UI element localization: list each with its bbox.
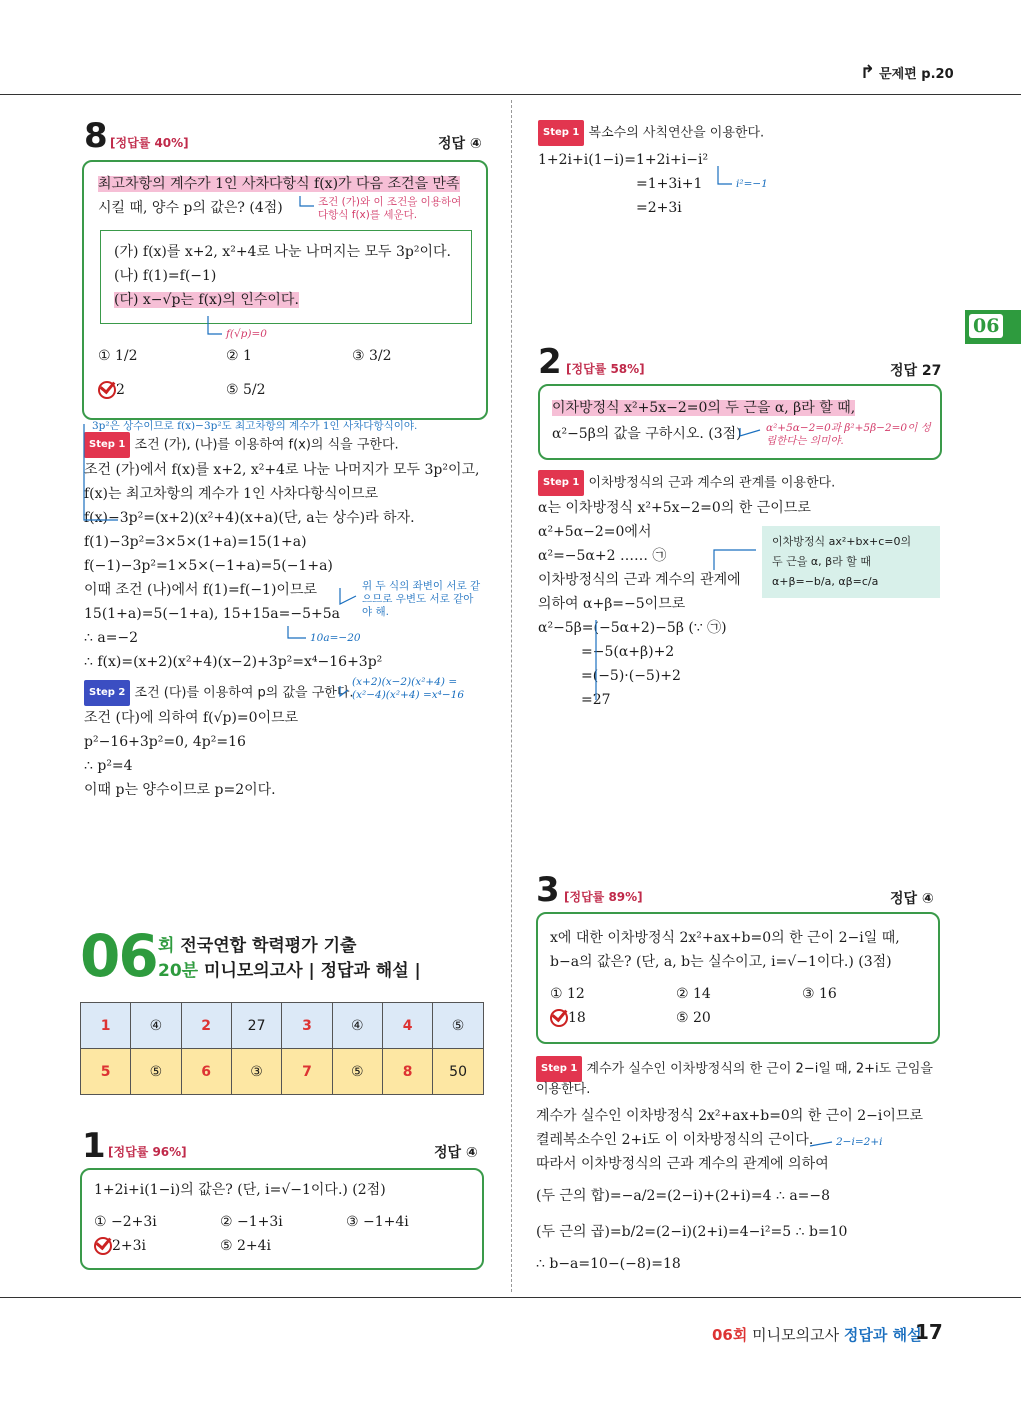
answer-key: 6 — [181, 1049, 231, 1095]
answer-value: ⑤ — [131, 1049, 181, 1095]
p8-s1-line5: f(−1)−3p²=1×5×(−1+a)=5(−1+a) — [84, 558, 333, 574]
p2-s1-line3: α²=−5α+2 …… ㉠ — [538, 548, 667, 564]
problem-3-rate: [정답률 89%] — [564, 890, 643, 904]
answer-value: ④ — [332, 1003, 382, 1049]
banner-line1: 회 전국연합 학력평가 기출 — [158, 936, 357, 956]
p1-choice-4-correct[interactable]: 2+3i — [94, 1234, 146, 1258]
p1-choice-5[interactable]: ⑤ 2+4i — [220, 1238, 272, 1254]
p3-choice-1[interactable]: ① 12 — [550, 986, 585, 1002]
problem-3-step1-cont: 이용한다. — [536, 1082, 591, 1097]
connector-line — [740, 428, 760, 436]
problem-2-step1: Step 1 이차방정식의 근과 계수의 관계를 이용한다. — [538, 470, 835, 496]
p8-s1-line1: 조건 (가)에서 f(x)를 x+2, x²+4로 나눈 나머지가 모두 3p²이고, — [84, 462, 480, 478]
choice-5[interactable]: ⑤ 5/2 — [226, 382, 266, 398]
p8-s2-line3: ∴ p²=4 — [84, 758, 133, 774]
problem-3-answer: 정답 ④ — [890, 891, 934, 907]
p3-choice-2[interactable]: ② 14 — [676, 986, 711, 1002]
answer-value: ⑤ — [433, 1003, 484, 1049]
footer-label: 06회 미니모의고사 정답과 해설 — [712, 1326, 922, 1344]
answer-key: 4 — [383, 1003, 433, 1049]
connector-line — [714, 550, 756, 570]
session-number: 06 — [80, 922, 157, 990]
problem-2-question-line2: α²−5β의 값을 구하시오. (3점) — [552, 426, 742, 442]
connector-line — [810, 1142, 832, 1146]
p1-choice-3[interactable]: ③ −1+4i — [346, 1214, 409, 1230]
p3-choice-5[interactable]: ⑤ 20 — [676, 1010, 711, 1026]
problem-1-rate: [정답률 96%] — [108, 1145, 187, 1159]
p8-s1-line6: 이때 조건 (나)에서 f(1)=f(−1)이므로 — [84, 582, 318, 598]
answer-value: 50 — [433, 1049, 484, 1095]
problem-2-question-note: α²+5α−2=0과 β²+5β−2=0이 성립한다는 의미야. — [766, 422, 931, 447]
answer-value: ⑤ — [332, 1049, 382, 1095]
p3-s1-line5: (두 근의 곱)=b/2=(2−i)(2+i)=4−i²=5 ∴ b=10 — [536, 1224, 848, 1240]
p2-s1-line5: 의하여 α+β=−5이므로 — [538, 596, 686, 612]
p8-s1-line7: 15(1+a)=5(−1+a), 15+15a=−5+5a — [84, 606, 340, 622]
p8-s1-line4: f(1)−3p²=3×5×(1+a)=15(1+a) — [84, 534, 307, 550]
p3-note: 2−i=2+i — [836, 1136, 883, 1148]
problem-1-question: 1+2i+i(1−i)의 값은? (단, i=√−1이다.) (2점) — [94, 1182, 386, 1198]
connector-line — [340, 686, 348, 696]
p1-choice-2[interactable]: ② −1+3i — [220, 1214, 283, 1230]
p3-choice-4-correct[interactable]: 18 — [550, 1006, 586, 1030]
p3-s1-line4: (두 근의 합)=−a/2=(2−i)+(2+i)=4 ∴ a=−8 — [536, 1188, 831, 1204]
p2-s1-line9: =27 — [581, 692, 611, 708]
p2-hint-line1: 이차방정식 ax²+bx+c=0의 — [772, 535, 912, 548]
problem-2-rate: [정답률 58%] — [566, 362, 645, 376]
p2-s1-line7: =−5(α+β)+2 — [581, 644, 675, 660]
condition-a: (가) f(x)를 x+2, x²+4로 나눈 나머지는 모두 3p²이다. — [114, 244, 451, 260]
answer-key: 2 — [181, 1003, 231, 1049]
condition-note: f(√p)=0 — [226, 328, 267, 340]
chapter-tab: 06 — [965, 310, 1021, 344]
answer-key: 3 — [282, 1003, 332, 1049]
p3-s1-line1: 계수가 실수인 이차방정식 2x²+ax+b=0의 한 근이 2−i이므로 — [536, 1108, 923, 1124]
choice-4-correct[interactable]: 2 — [98, 378, 125, 402]
problem-3-step1: Step 1 계수가 실수인 이차방정식의 한 근이 2−i일 때, 2+i도 근임을 — [536, 1056, 933, 1082]
problem-8-rate: [정답률 40%] — [110, 136, 189, 150]
problem-8-question-line2: 시킬 때, 양수 p의 값은? (4점) — [98, 200, 283, 216]
arrow-up-icon: ↱ — [860, 62, 876, 83]
problem-3-question-line1: x에 대한 이차방정식 2x²+ax+b=0의 한 근이 2−i일 때, — [550, 930, 900, 946]
p3-choice-3[interactable]: ③ 16 — [802, 986, 837, 1002]
answer-value: ④ — [131, 1003, 181, 1049]
answer-value: 27 — [231, 1003, 282, 1049]
connector-line — [208, 316, 222, 334]
p1-note: i²=−1 — [736, 178, 768, 190]
p3-s1-line6: ∴ b−a=10−(−8)=18 — [536, 1256, 681, 1272]
p2-s1-line8: =(−5)·(−5)+2 — [581, 668, 681, 684]
problem-8-note-top: 3p²은 상수이므로 f(x)−3p²도 최고차항의 계수가 1인 사차다항식이야. — [92, 420, 418, 432]
choice-3[interactable]: ③ 3/2 — [352, 348, 392, 364]
problem-8-question-line1: 최고차항의 계수가 1인 사차다항식 f(x)가 다음 조건을 만족 — [98, 176, 460, 192]
p8-s1-line3: f(x)−3p²=(x+2)(x²+4)(x+a)(단, a는 상수)라 하자. — [84, 510, 415, 526]
problem-8-number: 8 — [84, 116, 108, 156]
problem-3-number: 3 — [536, 870, 560, 910]
connector-line — [288, 626, 306, 638]
problem-3-question-line2: b−a의 값은? (단, a, b는 실수이고, i=√−1이다.) (3점) — [550, 954, 892, 970]
p2-s1-line4: 이차방정식의 근과 계수의 관계에 — [538, 572, 741, 588]
p1-s1-line3: =2+3i — [636, 200, 682, 216]
condition-c: (다) x−√p는 f(x)의 인수이다. — [114, 292, 299, 308]
p8-side-note2: 10a=−20 — [310, 632, 361, 644]
problem-2-number: 2 — [538, 342, 562, 382]
page-number: 17 — [915, 1320, 943, 1344]
connector-line — [84, 424, 118, 520]
p8-side-note1: 위 두 식의 좌변이 서로 같으므로 우변도 서로 같아야 해. — [362, 580, 481, 618]
problem-2-answer: 정답 27 — [890, 363, 942, 379]
p1-s1-line2: =1+3i+1 — [636, 176, 703, 192]
p2-s1-line2: α²+5α−2=0에서 — [538, 524, 652, 540]
p2-hint-line3: α+β=−b/a, αβ=c/a — [772, 575, 879, 588]
answer-key: 5 — [81, 1049, 131, 1095]
p8-s2-line4: 이때 p는 양수이므로 p=2이다. — [84, 782, 276, 798]
answer-key: 8 — [383, 1049, 433, 1095]
problem-1-number: 1 — [82, 1126, 106, 1166]
banner-line2: 20분 미니모의고사 | 정답과 해설 | — [158, 961, 421, 981]
problem-8-question-note: 조건 (가)와 이 조건을 이용하여 다항식 f(x)를 세운다. — [318, 196, 462, 221]
problem-2-question-line1: 이차방정식 x²+5x−2=0의 두 근을 α, β라 할 때, — [552, 400, 856, 416]
connector-line — [718, 166, 732, 184]
connector-line — [300, 196, 314, 206]
p8-s2-line2: p²−16+3p²=0, 4p²=16 — [84, 734, 246, 750]
answer-key: 1 — [81, 1003, 131, 1049]
p3-s1-line3: 따라서 이차방정식의 근과 계수의 관계에 의하여 — [536, 1156, 829, 1172]
problem-1-answer: 정답 ④ — [434, 1145, 478, 1161]
problem-8-step2: Step 2 조건 (다)를 이용하여 p의 값을 구한다. — [84, 680, 354, 706]
choice-2[interactable]: ② 1 — [226, 348, 252, 364]
connector-line — [340, 588, 356, 604]
answer-value: ③ — [231, 1049, 282, 1095]
p1-choice-1[interactable]: ① −2+3i — [94, 1214, 157, 1230]
problem-1-step1: Step 1 복소수의 사칙연산을 이용한다. — [538, 120, 764, 146]
p8-s1-line8: ∴ a=−2 — [84, 630, 139, 646]
p1-s1-line1: 1+2i+i(1−i)=1+2i+i−i² — [538, 152, 709, 168]
p3-s1-line2: 켤레복소수인 2+i도 이 이차방정식의 근이다. — [536, 1132, 814, 1148]
p2-hint-line2: 두 근을 α, β라 할 때 — [772, 555, 872, 568]
choice-1[interactable]: ① 1/2 — [98, 348, 138, 364]
p8-side-note3: (x+2)(x−2)(x²+4) =(x²−4)(x²+4) =x⁴−16 — [352, 676, 465, 701]
problem-8-answer: 정답 ④ — [438, 136, 482, 152]
condition-b: (나) f(1)=f(−1) — [114, 268, 217, 284]
p8-s2-line1: 조건 (다)에 의하여 f(√p)=0이므로 — [84, 710, 299, 726]
page-reference: ↱ 문제편 p.20 — [860, 62, 954, 83]
p8-s1-line9: ∴ f(x)=(x+2)(x²+4)(x−2)+3p²=x⁴−16+3p² — [84, 654, 383, 670]
problem-8-step1: Step 1 조건 (가), (나)를 이용하여 f(x)의 식을 구한다. — [84, 432, 399, 458]
answer-key: 7 — [282, 1049, 332, 1095]
p2-s1-line6: α²−5β=(−5α+2)−5β (∵ ㉠) — [538, 620, 727, 636]
p8-s1-line2: f(x)는 최고차항의 계수가 1인 사차다항식이므로 — [84, 486, 379, 502]
p2-s1-line1: α는 이차방정식 x²+5x−2=0의 한 근이므로 — [538, 500, 811, 516]
